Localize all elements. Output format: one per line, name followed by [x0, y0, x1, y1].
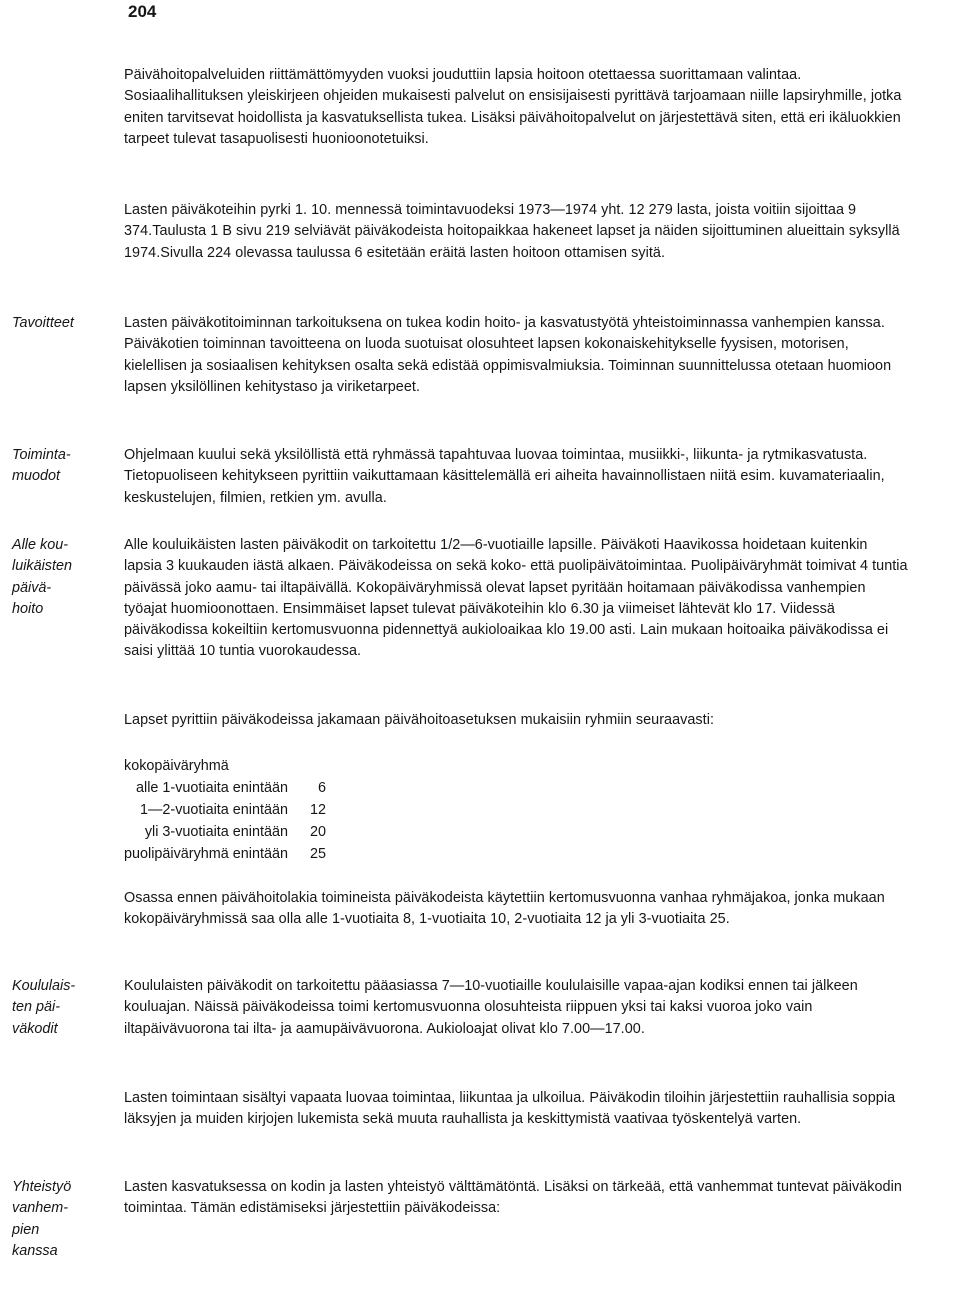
margin-label-forms: Toiminta- muodot: [12, 447, 71, 485]
group-value: 12: [310, 802, 327, 818]
goals-paragraph: Lasten päiväkotitoiminnan tarkoituksena on tukea kodin hoito- ja kasvatustyötä yhteistoiminnassa vanhempien kanssa. Päiväkotien toiminnan tavoitteena on luoda suotuisat olosuhteet lapsen kokonaiskehitykselle fyysisen, motorisen, kielellisen ja sosiaalisen kehityksen osalta sekä edistää oppimisvalmiuksia. Toiminnan suunnittelussa otetaan huomioon lapsen yksilöllinen kehitystaso ja viriketarpeet.: [124, 315, 892, 395]
margin-label-school: Koululais- ten päi- väkodit: [12, 978, 76, 1037]
margin-label-goals: Tavoitteet: [12, 315, 74, 331]
school-paragraph-1: Koululaisten päiväkodit on tarkoitettu pääasiassa 7—10-vuotiaille koululaisille vapaa-ajan kodiksi ennen tai jälkeen kouluajan. Näissä päiväkodeissa toimi kertomusvuonna olosuhteista riippuen yksi tai kaksi vuoroa joko vain iltapäivävuorona tai ilta- ja aamupäivävuorona. Aukioloajat olivat klo 7.00—17.00.: [124, 978, 858, 1037]
group-label: alle 1-vuotiaita enintään: [136, 780, 289, 796]
forms-paragraph: Ohjelmaan kuului sekä yksilöllistä että ryhmässä tapahtuvaa luovaa toimintaa, musiikki-, liikunta- ja rytmikasvatusta. Tietopuoliseen kehitykseen pyrittiin vaikuttamaan käsittelemällä eri aiheita havainnollistaen niitä esim. kuvamateriaalin, keskustelujen, filmien, retkien ym. avulla.: [124, 447, 885, 506]
table-row: [124, 777, 326, 799]
table-row: [124, 821, 326, 843]
table-row: [124, 843, 326, 865]
margin-label-cooperation: Yhteistyö vanhem- pien kanssa: [12, 1179, 72, 1259]
page-number: 204: [128, 2, 157, 21]
group-label: yli 3-vuotiaita enintään: [144, 824, 289, 840]
group-value: 6: [318, 780, 327, 796]
intro-paragraph-2: Lasten päiväkoteihin pyrki 1. 10. mennessä toimintavuodeksi 1973—1974 yht. 12 279 lasta, joista voitiin sijoittaa 9 374.Taulusta 1 B sivu 219 selviävät päiväkodeista hoitopaikkaa hakeneet lapset ja näiden sijoittuminen alueittain syksyllä 1974.Sivulla 224 olevassa taulussa 6 esitetään eräitä lasten hoitoon ottamisen syitä.: [124, 202, 900, 261]
group-label: puolipäiväryhmä enintään: [124, 846, 289, 862]
group-table-title-row: [124, 755, 326, 777]
group-value: 25: [310, 846, 327, 862]
margin-label-preschool: Alle kou- luikäisten päivä- hoito: [12, 537, 72, 617]
preschool-paragraph-2: Lapset pyrittiin päiväkodeissa jakamaan päivähoitoasetuksen mukaisiin ryhmiin seuraavasti:: [124, 712, 715, 728]
group-table-title: kokopäiväryhmä: [124, 758, 229, 774]
table-row: [124, 799, 326, 821]
group-size-table: [124, 755, 326, 865]
preschool-paragraph-3: Osassa ennen päivähoitolakia toimineista päiväkodeista käytettiin kertomusvuonna vanhaa ryhmäjakoa, jonka mukaan kokopäiväryhmissä saa olla alle 1-vuotiaita 8, 1-vuotiaita 10, 2-vuotiaita 12 ja yli 3-vuotiaita 25.: [124, 890, 885, 928]
cooperation-paragraph: Lasten kasvatuksessa on kodin ja lasten yhteistyö välttämätöntä. Lisäksi on tärkeää, että vanhemmat tuntevat päiväkodin toimintaa. Tämän edistämiseksi järjestettiin päiväkodeissa:: [124, 1179, 902, 1217]
intro-paragraph-1: Päivähoitopalveluiden riittämättömyyden vuoksi jouduttiin lapsia hoitoon otettaessa suorittamaan valintaa. Sosiaalihallituksen yleiskirjeen ohjeiden mukaisesti palvelut on ensisijaisesti pyrittävä tarjoamaan niille lapsiryhmille, jotka eniten tarvitsevat hoidollista ja kasvatuksellista tukea. Lisäksi päivähoitopalvelut on järjestettävä siten, että eri ikäluokkien tarpeet tulevat tasapuolisesti huonioonotetuiksi.: [124, 67, 902, 147]
school-paragraph-2: Lasten toimintaan sisältyi vapaata luovaa toimintaa, liikuntaa ja ulkoilua. Päiväkodin tiloihin järjestettiin rauhallisia soppia läksyjen ja muiden kirjojen lukemista sekä muuta rauhallista ja keskittymistä vaativaa työskentelyä varten.: [124, 1090, 896, 1128]
group-value: 20: [310, 824, 327, 840]
preschool-paragraph-1: Alle kouluikäisten lasten päiväkodit on tarkoitettu 1/2—6-vuotiaille lapsille. Päiväkoti Haavikossa hoidetaan kuitenkin lapsia 3 kuukauden iästä alkaen. Päiväkodeissa on sekä koko- että puolipäivätoimintaa. Puolipäiväryhmät toimivat 4 tuntia päivässä joko aamu- tai iltapäivällä. Kokopäiväryhmissä olevat lapset pyritään hoitamaan päiväkodissa vanhempien työajat huomioonottaen. Ensimmäiset lapset tulevat päiväkoteihin klo 6.30 ja viimeiset lähtevät klo 17. Viidessä päiväkodissa kokeiltiin kertomusvuonna pidennettyä aukioloaikaa klo 19.00 asti. Lain mukaan hoitoaika päiväkodissa ei saisi ylittää 10 tuntia vuorokaudessa.: [124, 537, 908, 660]
group-label: 1—2-vuotiaita enintään: [140, 802, 289, 818]
